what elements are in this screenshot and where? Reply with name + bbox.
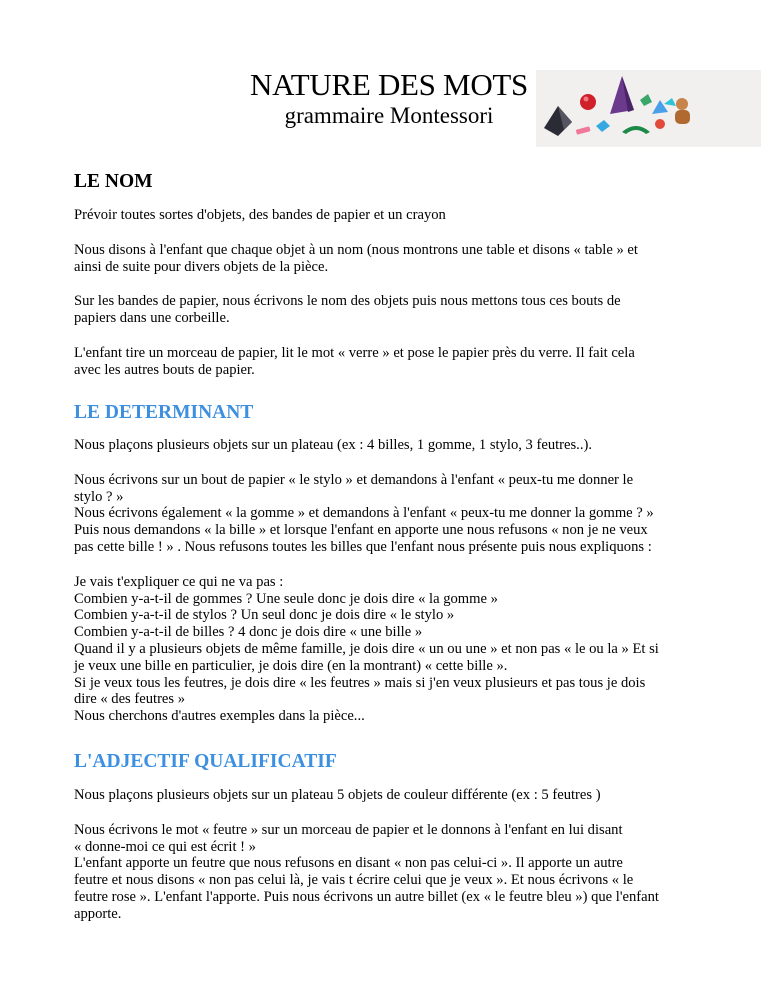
title-block bbox=[244, 68, 534, 130]
paragraph: L'enfant tire un morceau de papier, lit le mot « verre » et pose le papier près du verre. Il fait cela avec les autres bouts de papier. bbox=[74, 344, 635, 378]
section-le-determinant bbox=[74, 401, 714, 725]
paragraph: Nous plaçons plusieurs objets sur un plateau 5 objets de couleur différente (ex : 5 feutres ) bbox=[74, 787, 601, 803]
section-le-nom bbox=[74, 170, 714, 379]
page-title: NATURE DES MOTS bbox=[250, 67, 528, 102]
red-sphere-icon bbox=[580, 94, 596, 110]
paragraph: Je vais t'expliquer ce qui ne va pas : Combien y-a-t-il de gommes ? Une seule donc je dois dire « la gomme » Combien y-a-t-il de stylos ? Un seul donc je dois dire « le stylo » Combien y-a-t-il de billes ? 4 donc je dois dire « une bille » Quand il y a plusieurs objets de même famille, je dois dire « un ou une » et non pas « le ou la » Et si je veux une bille en particulier, je dois dire (en la montrant) « cette bille ». Si je veux tous les feutres, je dois dire « les feutres » mais si j'en veux plusieurs et pas tous je dois dire « des feutres » Nous cherchons d'autres exemples dans la pièce... bbox=[74, 573, 659, 725]
grammar-symbols-image bbox=[536, 70, 761, 147]
paragraph: Nous écrivons sur un bout de papier « le stylo » et demandons à l'enfant « peux-tu me donner le stylo ? » Nous écrivons également « la gomme » et demandons à l'enfant « peux-tu me donner la gomme ? » Puis nous demandons « la bille » et lorsque l'enfant en apporte une nous refusons « non je ne veux pas cette bille ! » . Nous refusons toutes les billes que l'enfant nous présente puis nous expliquons : bbox=[74, 471, 654, 555]
section-heading: LE DETERMINANT bbox=[74, 402, 254, 423]
paragraph: Sur les bandes de papier, nous écrivons le nom des objets puis nous mettons tous ces bouts de papiers dans une corbeille. bbox=[74, 293, 621, 327]
paragraph: Prévoir toutes sortes d'objets, des bandes de papier et un crayon bbox=[74, 207, 446, 223]
section-adjectif-qualificatif bbox=[74, 750, 714, 923]
red-disc-icon bbox=[655, 119, 665, 129]
paragraph: Nous disons à l'enfant que chaque objet à un nom (nous montrons une table et disons « table » et ainsi de suite pour divers objets de la pièce. bbox=[74, 241, 638, 275]
paragraph: Nous écrivons le mot « feutre » sur un morceau de papier et le donnons à l'enfant en lui disant « donne-moi ce qui est écrit ! » L'enfant apporte un feutre que nous refusons en disant « non pas celui-ci ». Il apporte un autre feutre et nous disons « non pas celui là, je vais t écrire celui que je veux ». Et nous écrivons « le feutre rose ». L'enfant l'apporte. Puis nous écrivons un autre billet (ex « le feutre bleu ») que l'enfant apporte. bbox=[74, 821, 659, 922]
section-heading: L'ADJECTIF QUALIFICATIF bbox=[74, 751, 337, 772]
page-subtitle: grammaire Montessori bbox=[284, 103, 494, 128]
section-heading: LE NOM bbox=[74, 171, 153, 192]
paragraph: Nous plaçons plusieurs objets sur un plateau (ex : 4 billes, 1 gomme, 1 stylo, 3 feutres..). bbox=[74, 437, 592, 453]
